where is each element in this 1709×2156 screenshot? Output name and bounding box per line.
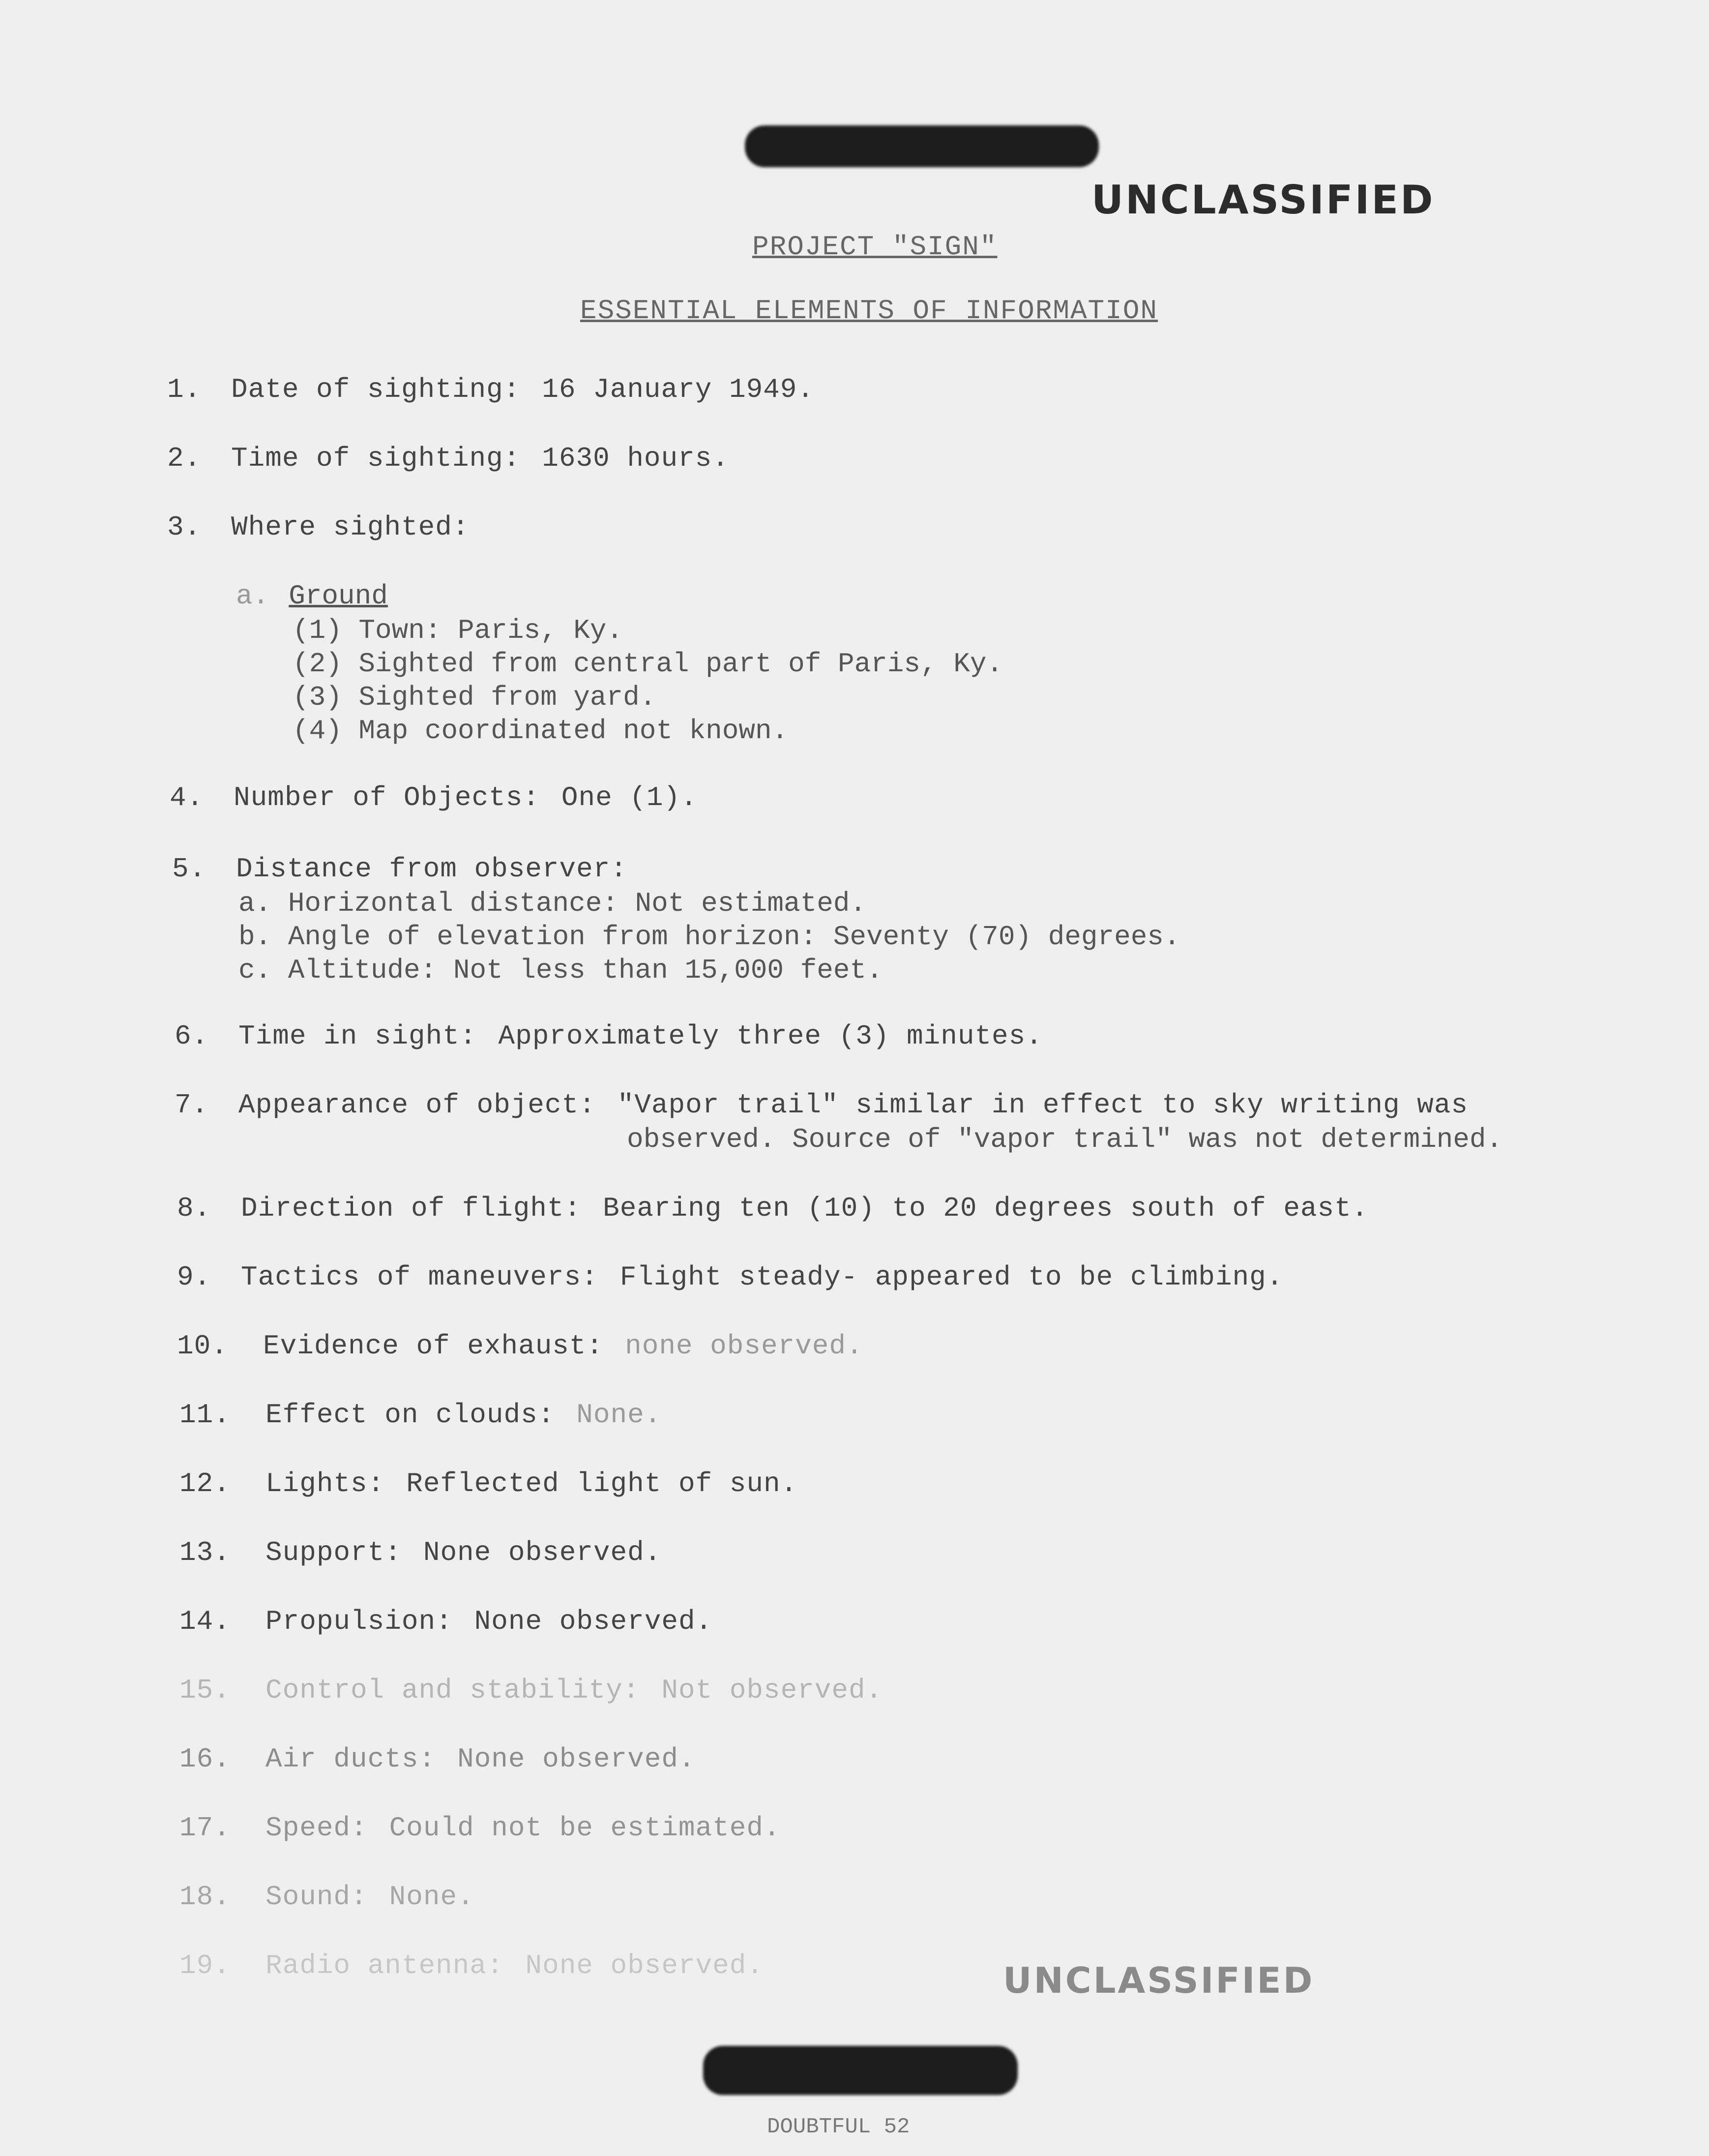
- item-3a-sub-4: (4) Map coordinated not known.: [293, 715, 789, 747]
- item-3a-sub-1: (1) Town: Paris, Ky.: [293, 615, 623, 646]
- item-16: 16. Air ducts: None observed.: [179, 1743, 696, 1775]
- item-4: 4. Number of Objects: One (1).: [170, 782, 698, 813]
- item-7-continuation: observed. Source of "vapor trail" was not determined.: [627, 1124, 1503, 1155]
- item-9: 9. Tactics of maneuvers: Flight steady- appeared to be climbing.: [177, 1261, 1284, 1293]
- item-5: 5. Distance from observer:: [172, 853, 627, 885]
- document-subtitle: ESSENTIAL ELEMENTS OF INFORMATION: [580, 295, 1158, 327]
- item-14: 14. Propulsion: None observed.: [179, 1606, 713, 1637]
- item-6: 6. Time in sight: Approximately three (3) minutes.: [175, 1020, 1043, 1052]
- item-5-sub-c: c. Altitude: Not less than 15,000 feet.: [238, 955, 883, 986]
- item-19: 19. Radio antenna: None observed.: [179, 1950, 764, 1981]
- item-5-sub-b: b. Angle of elevation from horizon: Seventy (70) degrees.: [238, 921, 1180, 953]
- bottom-redaction: [703, 2046, 1018, 2095]
- item-17: 17. Speed: Could not be estimated.: [179, 1812, 781, 1844]
- item-5-sub-a: a. Horizontal distance: Not estimated.: [238, 888, 867, 919]
- unclassified-stamp-top: UNCLASSIFIED: [1091, 177, 1435, 223]
- item-13: 13. Support: None observed.: [179, 1537, 662, 1568]
- item-11: 11. Effect on clouds: None.: [179, 1399, 662, 1431]
- item-3a: a. Ground: [236, 580, 388, 612]
- unclassified-stamp-bottom: UNCLASSIFIED: [1003, 1960, 1315, 2001]
- item-18: 18. Sound: None.: [179, 1881, 474, 1913]
- item-1: 1. Date of sighting: 16 January 1949.: [167, 374, 814, 405]
- top-redaction: [745, 125, 1099, 167]
- item-3: 3. Where sighted:: [167, 511, 470, 543]
- item-3a-sub-2: (2) Sighted from central part of Paris, Ky.: [293, 648, 1003, 680]
- item-3a-sub-3: (3) Sighted from yard.: [293, 682, 656, 713]
- footer-code: DOUBTFUL 52: [767, 2115, 910, 2139]
- item-12: 12. Lights: Reflected light of sun.: [179, 1468, 798, 1499]
- item-10: 10. Evidence of exhaust: none observed.: [177, 1330, 863, 1362]
- item-2: 2. Time of sighting: 1630 hours.: [167, 443, 729, 474]
- item-8: 8. Direction of flight: Bearing ten (10) to 20 degrees south of east.: [177, 1193, 1369, 1224]
- item-15: 15. Control and stability: Not observed.: [179, 1675, 883, 1706]
- project-title: PROJECT "SIGN": [752, 231, 998, 263]
- item-7: 7. Appearance of object: "Vapor trail" similar in effect to sky writing was: [175, 1089, 1468, 1121]
